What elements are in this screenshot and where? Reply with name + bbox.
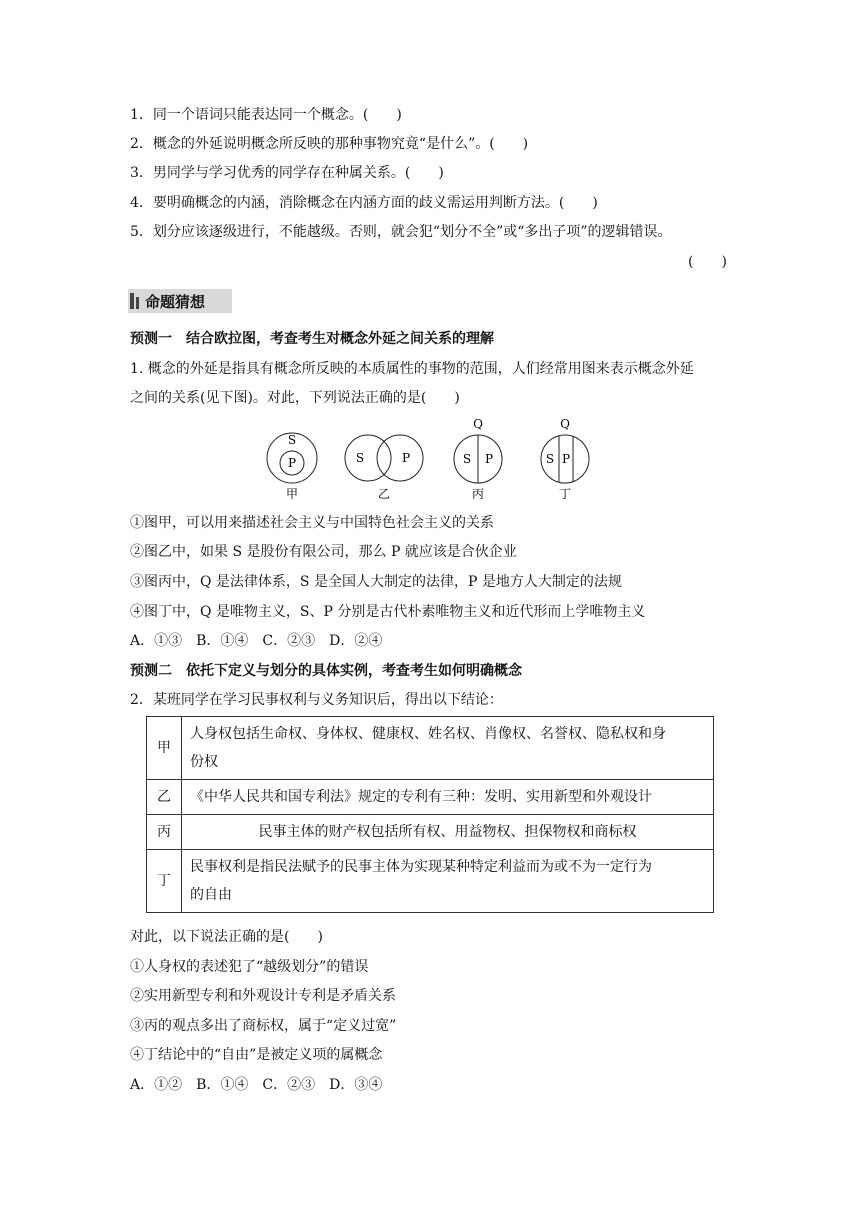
pred2-option-2: ②实用新型专利和外观设计专利是矛盾关系 xyxy=(130,988,396,1004)
diagram-yi xyxy=(345,435,423,501)
table-cell-line: 的自由 xyxy=(190,887,232,903)
pred2-option-4: ④丁结论中的“自由”是被定义项的属概念 xyxy=(130,1047,383,1063)
pred1-option-2: ②图乙中，如果 S 是股份有限公司，那么 P 就应该是合伙企业 xyxy=(130,544,517,560)
table-cell: 民事主体的财产权包括所有权、用益物权、担保物权和商标权 xyxy=(182,815,714,850)
bing-S-label: S xyxy=(462,452,472,466)
pred2-option-3: ③丙的观点多出了商标权，属于“定义过宽” xyxy=(130,1018,397,1034)
diagram-bing xyxy=(454,417,502,501)
pred1-option-1: ①图甲，可以用来描述社会主义与中国特色社会主义的关系 xyxy=(130,515,494,531)
table-cell xyxy=(182,850,714,913)
tf-question-1: 1．同一个语词只能表达同一个概念。( ) xyxy=(130,107,402,123)
tf-question-3: 3．男同学与学习优秀的同学存在种属关系。( ) xyxy=(130,165,444,181)
table-key: 丙 xyxy=(147,815,182,850)
section-bar-icon-2 xyxy=(136,297,139,309)
table-row xyxy=(147,850,714,913)
diagram-jia xyxy=(267,433,317,501)
ding-Q-label: Q xyxy=(560,417,570,431)
diagram-ding xyxy=(541,417,589,501)
tf-question-5-paren: ( ) xyxy=(688,254,727,270)
pred2-heading: 预测二 依托下定义与划分的具体实例，考查考生如何明确概念 xyxy=(130,663,522,679)
table-row xyxy=(147,815,714,850)
yi-P-label: P xyxy=(401,451,411,465)
table-row xyxy=(147,717,714,780)
table-cell-line: 人身权包括生命权、身体权、健康权、姓名权、肖像权、名誉权、隐私权和身 xyxy=(190,726,666,742)
pred1-option-4: ④图丁中，Q 是唯物主义，S、P 分别是古代朴素唯物主义和近代形而上学唯物主义 xyxy=(130,604,646,620)
yi-caption: 乙 xyxy=(377,487,391,501)
pred1-answers: A．①③ B．①④ C．②③ D．②④ xyxy=(130,633,383,649)
bing-Q-label: Q xyxy=(473,417,483,431)
yi-S-label: S xyxy=(355,451,365,465)
table-row xyxy=(147,780,714,815)
tf-question-5: 5．划分应该逐级进行，不能越级。否则，就会犯“划分不全”或“多出子项”的逻辑错误。 xyxy=(130,224,672,240)
bing-caption: 丙 xyxy=(471,487,485,501)
table-key: 乙 xyxy=(147,780,182,815)
euler-diagrams xyxy=(258,414,602,506)
tf-question-2: 2．概念的外延说明概念所反映的那种事物究竟“是什么”。( ) xyxy=(130,136,529,152)
ding-S-label: S xyxy=(545,452,555,466)
table-cell xyxy=(182,717,714,780)
pred1-stem-line1: 1. 概念的外延是指具有概念所反映的本质属性的事物的范围，人们经常用图来表示概念外延 xyxy=(130,361,694,377)
table-cell-line: 份权 xyxy=(190,754,218,770)
pred1-option-3: ③图丙中，Q 是法律体系，S 是全国人大制定的法律，P 是地方人大制定的法规 xyxy=(130,574,622,590)
section-bar-icon xyxy=(130,293,134,309)
section-title-banner xyxy=(128,289,232,313)
pred1-stem-line2: 之间的关系(见下图)。对此，下列说法正确的是( ) xyxy=(130,390,460,406)
jia-S-label: S xyxy=(287,433,297,447)
pred2-answers: A．①② B．①④ C．②③ D．③④ xyxy=(130,1077,383,1093)
section-title: 命题猜想 xyxy=(145,292,206,311)
table-cell-line: 民事权利是指民法赋予的民事主体为实现某种特定利益而为或不为一定行为 xyxy=(190,859,652,875)
pred2-option-1: ①人身权的表述犯了“越级划分”的错误 xyxy=(130,959,369,975)
table-key: 丁 xyxy=(147,850,182,913)
table-key: 甲 xyxy=(147,717,182,780)
ding-caption: 丁 xyxy=(558,487,572,501)
jia-caption: 甲 xyxy=(285,487,299,501)
conclusions-table xyxy=(146,716,714,913)
jia-P-label: P xyxy=(287,456,297,470)
pred2-stem: 2．某班同学在学习民事权利与义务知识后，得出以下结论： xyxy=(130,692,503,708)
pred1-heading: 预测一 结合欧拉图，考查考生对概念外延之间关系的理解 xyxy=(130,331,494,347)
bing-P-label: P xyxy=(484,452,494,466)
ding-P-label: P xyxy=(561,452,571,466)
pred2-question: 对此，以下说法正确的是( ) xyxy=(130,929,323,945)
tf-question-4: 4．要明确概念的内涵，消除概念在内涵方面的歧义需运用判断方法。( ) xyxy=(130,195,598,211)
table-cell: 《中华人民共和国专利法》规定的专利有三种：发明、实用新型和外观设计 xyxy=(182,780,714,815)
